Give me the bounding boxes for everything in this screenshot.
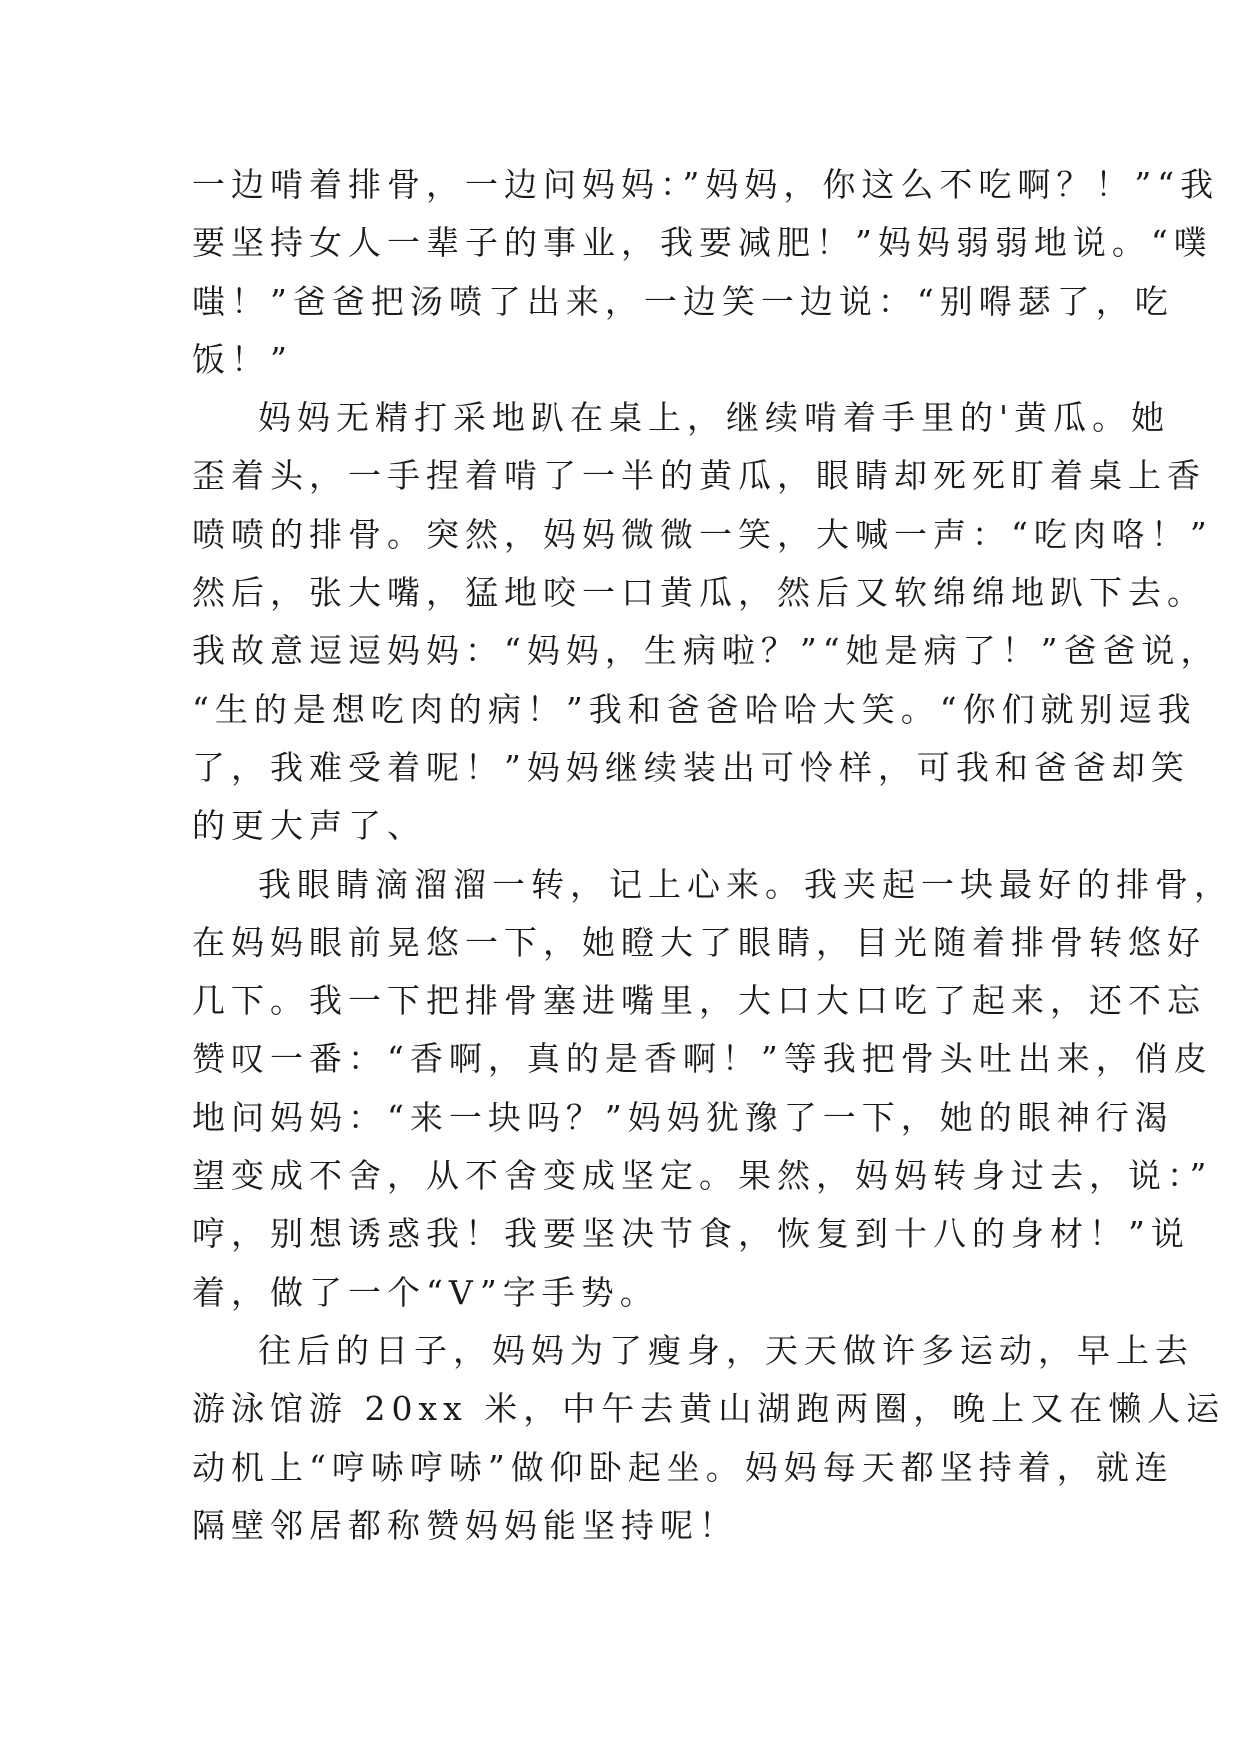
text-line: 望变成不舍，从不舍变成坚定。果然，妈妈转身过去，说：” [192, 1156, 1213, 1196]
text-line: 哼，别想诱惑我！我要坚决节食，恢复到十八的身材！”说 [192, 1214, 1190, 1254]
paragraph-1 [192, 156, 1220, 389]
paragraph-3 [192, 856, 1233, 1322]
text-line: 喷喷的排骨。突然，妈妈微微一笑，大喊一声：“吃肉咯！” [192, 514, 1213, 554]
text-line: 我故意逗逗妈妈：“妈妈，生病啦？”“她是病了！”爸爸说， [192, 631, 1220, 671]
paragraph-4 [192, 1322, 1226, 1555]
text-line: 地问妈妈：“来一块吗？”妈妈犹豫了一下，她的眼神行渴 [192, 1097, 1174, 1137]
text-line: 我眼睛滴溜溜一转，记上心来。我夹起一块最好的排骨， [258, 864, 1233, 904]
text-line: 了，我难受着呢！”妈妈继续装出可怜样，可我和爸爸却笑 [192, 747, 1190, 787]
text-line: 着，做了一个“V”字手势。 [192, 1272, 659, 1312]
text-line: 嗤！”爸爸把汤喷了出来，一边笑一边说：“别嘚瑟了，吃 [192, 281, 1174, 321]
text-line: 隔壁邻居都称赞妈妈能坚持呢！ [192, 1505, 738, 1545]
body-text [192, 156, 1233, 1555]
text-line: 的更大声了、 [192, 806, 426, 846]
text-line: 游泳馆游 20xx 米，中午去黄山湖跑两圈，晚上又在懒人运 [192, 1389, 1226, 1429]
text-line: 然后，张大嘴，猛地咬一口黄瓜，然后又软绵绵地趴下去。 [192, 573, 1206, 613]
text-line: 要坚持女人一辈子的事业，我要减肥！”妈妈弱弱地说。“噗 [192, 223, 1213, 263]
text-line: 歪着头，一手捏着啃了一半的黄瓜，眼睛却死死盯着桌上香 [192, 456, 1206, 496]
text-line: 赞叹一番：“香啊，真的是香啊！”等我把骨头吐出来，俏皮 [192, 1039, 1213, 1079]
text-line: 动机上“哼哧哼哧”做仰卧起坐。妈妈每天都坚持着，就连 [192, 1447, 1174, 1487]
text-line: 一边啃着排骨，一边问妈妈：”妈妈，你这么不吃啊？！”“我 [192, 165, 1220, 204]
text-line: 妈妈无精打采地趴在桌上，继续啃着手里的'黄瓜。她 [258, 398, 1171, 438]
text-line: “生的是想吃肉的病！”我和爸爸哈哈大笑。“你们就别逗我 [192, 689, 1197, 729]
text-line: 在妈妈眼前晃悠一下，她瞪大了眼睛，目光随着排骨转悠好 [192, 922, 1206, 962]
text-line: 饭！” [192, 339, 293, 379]
paragraph-2 [192, 389, 1220, 855]
text-line: 往后的日子，妈妈为了瘦身，天天做许多运动，早上去 [258, 1330, 1194, 1370]
text-line: 几下。我一下把排骨塞进嘴里，大口大口吃了起来，还不忘 [192, 981, 1206, 1021]
